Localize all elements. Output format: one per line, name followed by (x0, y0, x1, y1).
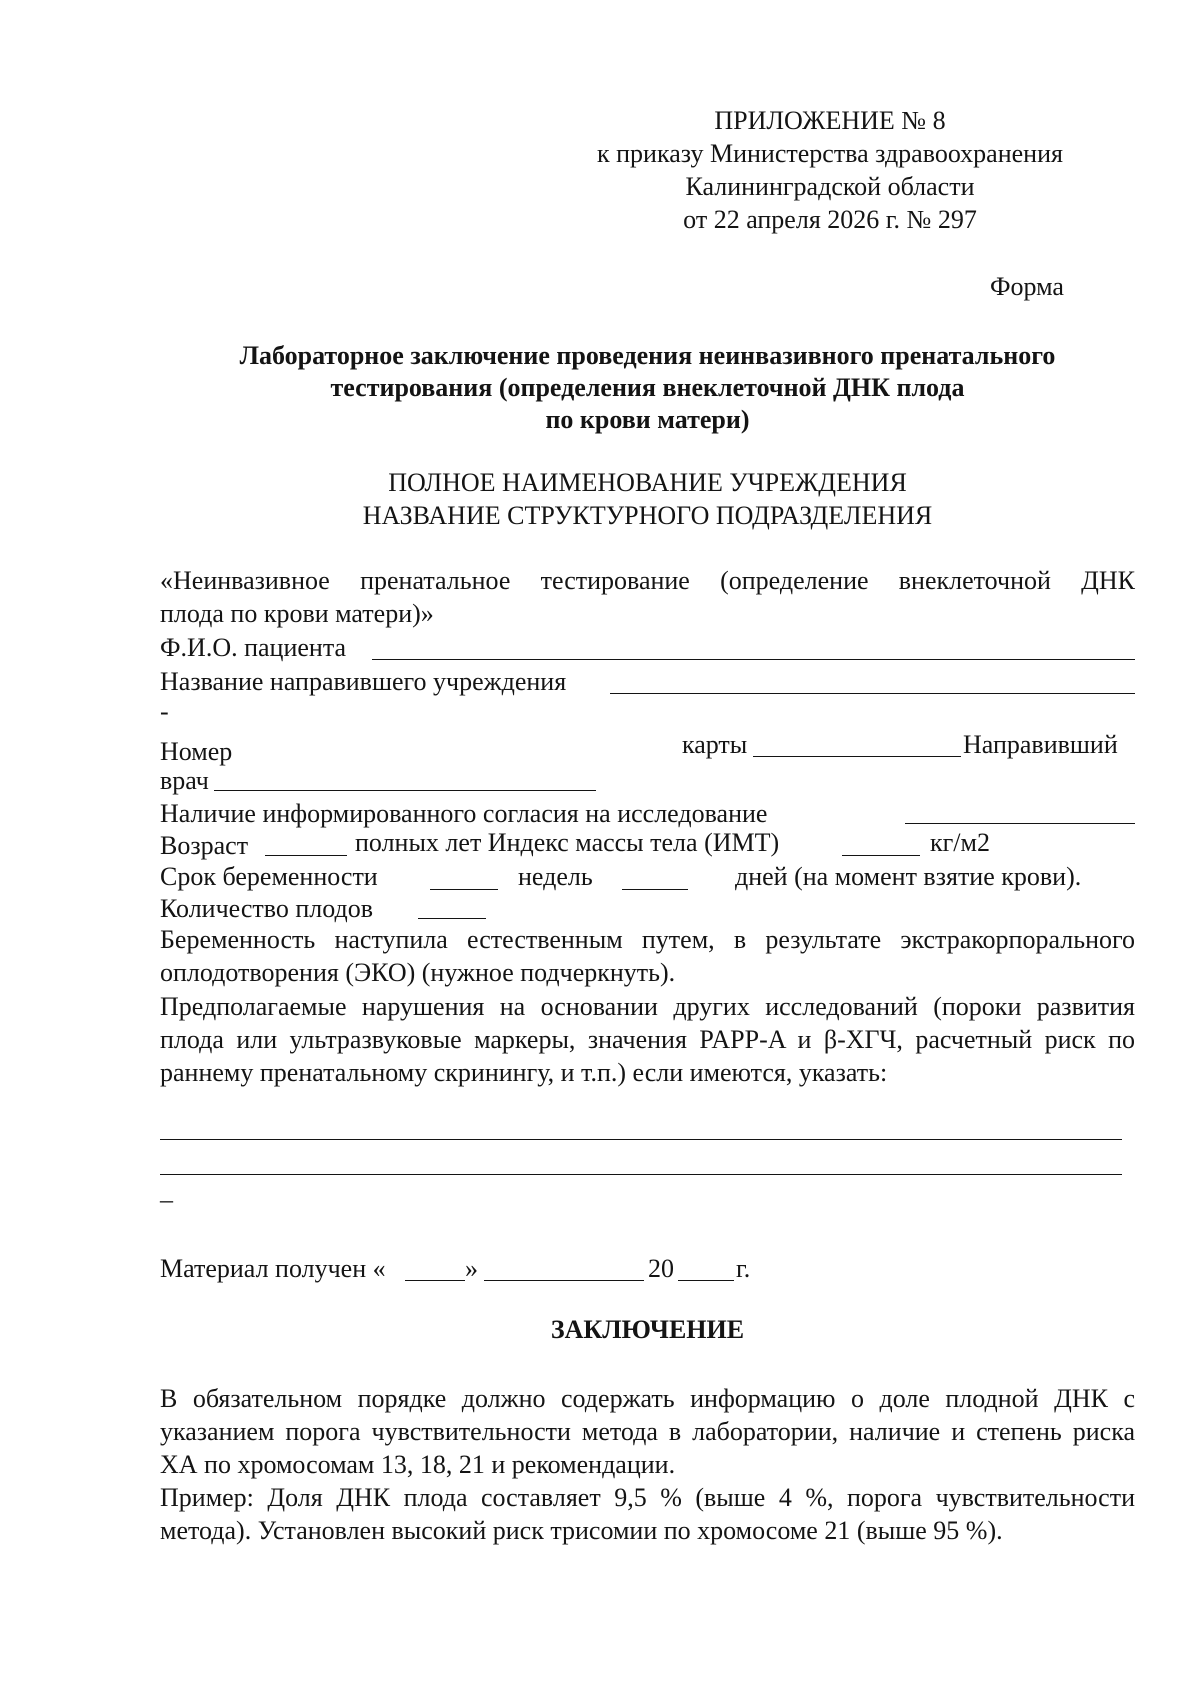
trailing-dash: – (160, 1185, 173, 1214)
referring-institution-label: Название направившего учреждения (160, 667, 567, 696)
disorders-line-2[interactable] (160, 1174, 1122, 1175)
referring-institution-field[interactable] (610, 693, 1135, 694)
card-number-label: Номер (160, 737, 233, 766)
days-field[interactable] (622, 889, 688, 890)
material-day-field[interactable] (405, 1280, 465, 1281)
age-suffix-bmi-label: полных лет Индекс массы тела (ИМТ) (355, 828, 780, 857)
days-label: дней (на момент взятие крови). (735, 862, 1082, 891)
fetus-count-field[interactable] (418, 918, 486, 919)
pregnancy-term-label: Срок беременности (160, 862, 378, 891)
fetus-count-label: Количество плодов (160, 894, 374, 923)
age-field[interactable] (265, 855, 347, 856)
material-year-field[interactable] (678, 1280, 734, 1281)
conclusion-paragraph-1: В обязательном порядке должно содержать информацию о доле плодной ДНК с указанием порога чувствительности метода в лаборатории, наличие и степень риска ХА по хромосомам 13, 18, 21 и рекомендации. (160, 1384, 1135, 1479)
consent-field[interactable] (905, 823, 1135, 824)
material-month-field[interactable] (484, 1280, 644, 1281)
suspected-disorders-text: Предполагаемые нарушения на основании других исследований (пороки развития плода или ультразвуковые маркеры, значения PAPP-A и β-ХГЧ, расчетный риск по раннему пренатальному скринингу, и т.п.) если имеются, указать: (160, 992, 1136, 1087)
title-line-3: по крови матери) (545, 405, 750, 434)
bmi-unit: кг/м2 (930, 828, 990, 857)
consent-label: Наличие информированного согласия на исследование (160, 799, 768, 828)
appendix-region-line: Калининградской области (685, 172, 975, 201)
appendix-date-line: от 22 апреля 2026 г. № 297 (683, 205, 977, 234)
patient-name-field[interactable] (372, 659, 1135, 660)
weeks-label: недель (518, 862, 593, 891)
doctor-label: врач (160, 766, 209, 795)
disorders-line-1[interactable] (160, 1139, 1122, 1140)
appendix-header (570, 104, 1090, 236)
material-year-suffix: г. (736, 1254, 751, 1283)
referring-doctor-field[interactable] (214, 790, 596, 791)
card-number-field[interactable] (753, 756, 961, 757)
material-quote-close: » (465, 1254, 478, 1283)
material-received-label: Материал получен « (160, 1254, 386, 1283)
appendix-order-line: к приказу Министерства здравоохранения (597, 139, 1063, 168)
institution-block (160, 466, 1135, 532)
material-year-prefix: 20 (648, 1254, 674, 1283)
dash-mark: - (160, 697, 169, 726)
title-line-1: Лабораторное заключение проведения неинвазивного пренатального (239, 341, 1056, 370)
institution-name: ПОЛНОЕ НАИМЕНОВАНИЕ УЧРЕЖДЕНИЯ (388, 468, 907, 497)
conception-method-text: Беременность наступила естественным путем, в результате экстракорпорального оплодотворения (ЭКО) (нужное подчеркнуть). (160, 925, 1135, 987)
test-name-line-2: плода по крови матери)» (160, 599, 434, 628)
conclusion-heading: ЗАКЛЮЧЕНИЕ (550, 1315, 745, 1344)
conclusion-paragraph-2: Пример: Доля ДНК плода составляет 9,5 % (выше 4 %, порога чувствительности метода). Установлен высокий риск трисомии по хромосоме 21 (выше 95 %). (160, 1483, 1135, 1545)
department-name: НАЗВАНИЕ СТРУКТУРНОГО ПОДРАЗДЕЛЕНИЯ (362, 501, 933, 530)
weeks-field[interactable] (430, 889, 498, 890)
test-name-line-1: «Неинвазивное пренатальное тестирование (определение внеклеточной ДНК (160, 566, 1135, 595)
card-label: карты (682, 730, 748, 759)
title-line-2: тестирования (определения внеклеточной ДНК плода (330, 373, 965, 402)
referring-doctor-label: Направивший (963, 730, 1118, 759)
form-label: Форма (990, 272, 1064, 301)
bmi-field[interactable] (842, 855, 920, 856)
document-title (160, 340, 1135, 436)
appendix-number: ПРИЛОЖЕНИЕ № 8 (714, 106, 946, 135)
patient-name-label: Ф.И.О. пациента (160, 633, 347, 662)
age-label: Возраст (160, 831, 249, 860)
